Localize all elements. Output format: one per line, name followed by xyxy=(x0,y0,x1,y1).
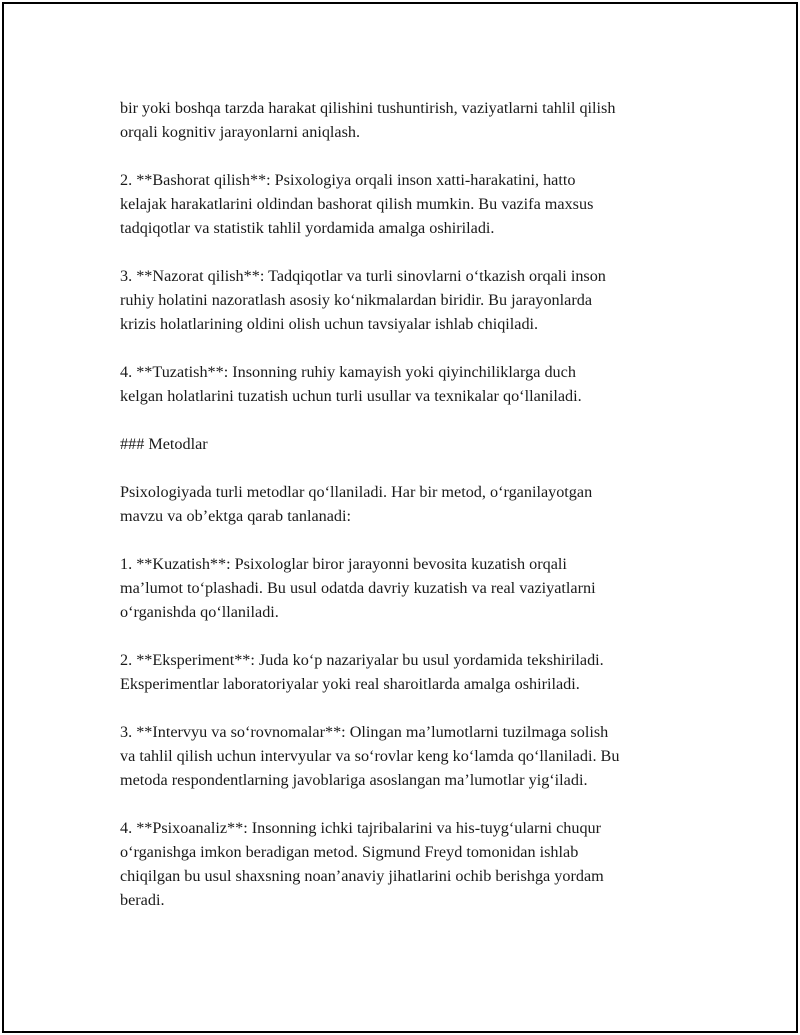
document-body xyxy=(120,96,700,936)
paragraph-experiment: 2. **Eksperiment**: Juda ko‘p nazariyalar bu usul yordamida tekshiriladi. Eksperimentlar laboratoriyalar yoki real sharoitlarda amalga oshiriladi. xyxy=(120,651,604,693)
paragraph-explanation-continued: bir yoki boshqa tarzda harakat qilishini tushuntirish, vaziyatlarni tahlil qilish orqali kognitiv jarayonlarni aniqlash. xyxy=(120,99,616,141)
paragraph-control: 3. **Nazorat qilish**: Tadqiqotlar va turli sinovlarni o‘tkazish orqali inson ruhiy holatini nazoratlash asosiy ko‘nikmalardan biridir. Bu jarayonlarda krizis holatlarining oldini olish uchun tavsiyalar ishlab chiqiladi. xyxy=(120,267,606,333)
paragraph-interview-survey: 3. **Intervyu va so‘rovnomalar**: Olingan ma’lumotlarni tuzilmaga solish va tahlil qilish uchun intervyular va so‘rovlar keng ko‘lamda qo‘llaniladi. Bu metoda respondentlarning javoblariga asoslangan ma’lumotlar yig‘iladi. xyxy=(120,723,620,789)
paragraph-prediction: 2. **Bashorat qilish**: Psixologiya orqali inson xatti-harakatini, hatto kelajak harakatlarini oldindan bashorat qilish mumkin. Bu vazifa maxsus tadqiqotlar va statistik tahlil yordamida amalga oshiriladi. xyxy=(120,171,594,237)
paragraph-correction: 4. **Tuzatish**: Insonning ruhiy kamayish yoki qiyinchiliklarga duch kelgan holatlarini tuzatish uchun turli usullar va texnikalar qo‘llaniladi. xyxy=(120,363,582,405)
paragraph-psychoanalysis: 4. **Psixoanaliz**: Insonning ichki tajribalarini va his-tuyg‘ularni chuqur o‘rganishga imkon beradigan metod. Sigmund Freyd tomonidan ishlab chiqilgan bu usul shaxsning noan’anaviy jihatlarini ochib berishga yordam beradi. xyxy=(120,819,604,909)
paragraph-observation: 1. **Kuzatish**: Psixologlar biror jarayonni bevosita kuzatish orqali ma’lumot to‘plashadi. Bu usul odatda davriy kuzatish va real vaziyatlarni o‘rganishda qo‘llaniladi. xyxy=(120,555,596,621)
section-heading-methods: ### Metodlar xyxy=(120,435,208,453)
paragraph-methods-intro: Psixologiyada turli metodlar qo‘llaniladi. Har bir metod, o‘rganilayotgan mavzu va ob’ektga qarab tanlanadi: xyxy=(120,483,593,525)
page-frame xyxy=(2,2,798,1033)
